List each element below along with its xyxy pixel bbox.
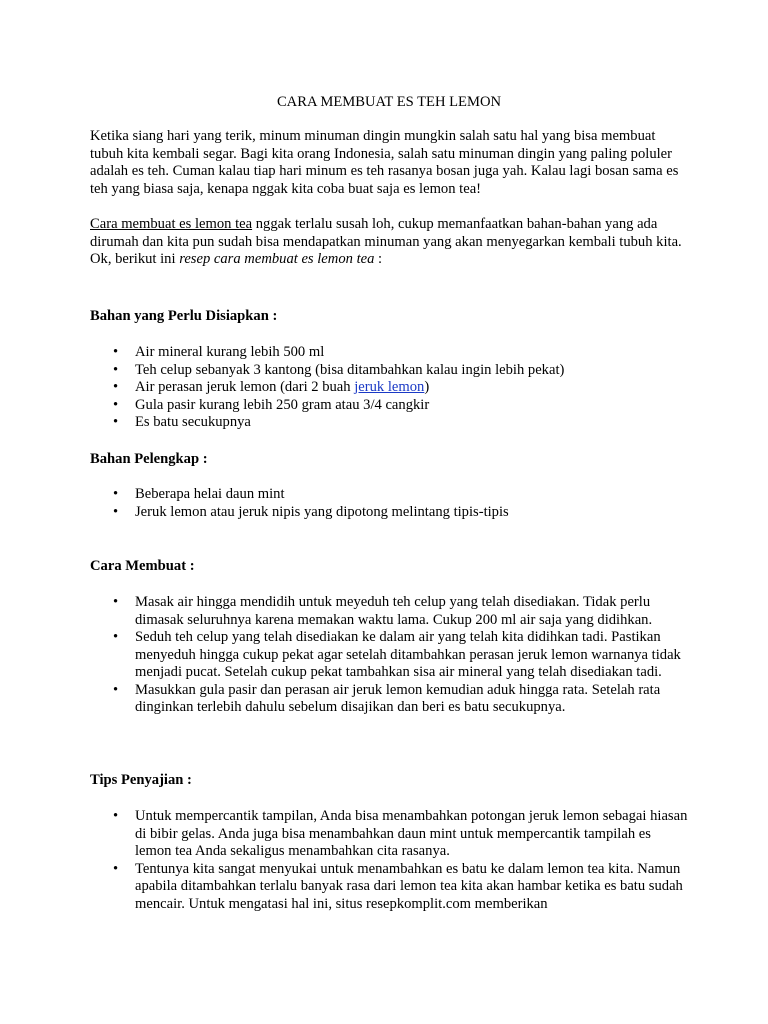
pelengkap-list [90, 486, 688, 521]
method-intro-end: : [374, 251, 383, 267]
list-item: • Beberapa helai daun mint [113, 486, 285, 502]
list-item: • Seduh teh celup yang telah disediakan ke dalam air yang telah kita didihkan tadi. Pastikan menyeduh hingga cukup pekat agar setelah ditambahkan perasan jeruk lemon warnanya tidak menjadi pucat. Setelah cukup pekat tambahkan sisa air mineral yang telah disediakan tadi. [113, 629, 681, 680]
intro-paragraph: Ketika siang hari yang terik, minum minuman dingin mungkin salah satu hal yang bisa membuat tubuh kita kembali segar. Bagi kita orang Indonesia, salah satu minuman dingin yang paling poluler adalah es teh. Cuman kalau tiap hari minum es teh rasanya bosan juga yah. Kalau lagi bosan sama es teh yang biasa saja, kenapa nggak kita coba buat saja es lemon tea! [90, 128, 679, 197]
list-item: • Masak air hingga mendidih untuk meyeduh teh celup yang telah disediakan. Tidak perlu dimasak seluruhnya karena memakan waktu lama. Cukup 200 ml air saja yang didihkan. [113, 594, 653, 628]
list-item: • Masukkan gula pasir dan perasan air jeruk lemon kemudian aduk hingga rata. Setelah rata dinginkan terlebih dahulu sebelum disajikan dan beri es batu secukupnya. [113, 681, 661, 715]
bahan-list [90, 344, 688, 432]
tips-list [90, 808, 688, 913]
method-intro-text: nggak terlalu susah loh, cukup memanfaatkan bahan-bahan yang ada dirumah dan kita pun sudah bisa mendapatkan minuman yang akan menyegarkan kembali tubuh kita. Ok, berikut ini [90, 216, 682, 267]
cara-list [90, 594, 688, 717]
list-item: • Gula pasir kurang lebih 250 gram atau 3/4 cangkir [113, 396, 430, 413]
bahan-heading: Bahan yang Perlu Disiapkan : [90, 308, 278, 324]
recipe-italic-text: resep cara membuat es lemon tea [179, 251, 375, 267]
list-item: • Teh celup sebanyak 3 kantong (bisa ditambahkan kalau ingin lebih pekat) [113, 361, 565, 378]
list-item: • Es batu secukupnya [113, 414, 251, 430]
bullet-icon: • [113, 808, 119, 824]
bullet-icon: • [113, 379, 119, 395]
bullet-icon: • [113, 396, 119, 413]
list-item-lemon: • Air perasan jeruk lemon (dari 2 buah jeruk lemon) [113, 379, 430, 395]
list-item: • Tentunya kita sangat menyukai untuk menambahkan es batu ke dalam lemon tea kita. Namun apabila ditambahkan terlalu banyak rasa dari lemon tea kita akan hambar ketika es batu sudah mencair. Untuk mengatasi hal ini, situs resepkomplit.com memberikan [113, 860, 683, 912]
cara-heading: Cara Membuat : [90, 558, 195, 574]
list-item: • Jeruk lemon atau jeruk nipis yang dipotong melintang tipis-tipis [113, 503, 509, 520]
bullet-icon: • [113, 344, 119, 360]
bullet-icon: • [113, 503, 119, 520]
bullet-icon: • [113, 414, 119, 430]
pelengkap-heading: Bahan Pelengkap : [90, 451, 208, 467]
bullet-icon: • [113, 486, 119, 502]
document-title: CARA MEMBUAT ES TEH LEMON [276, 94, 502, 110]
jeruk-lemon-link[interactable]: jeruk lemon [354, 379, 425, 395]
method-intro-paragraph [90, 216, 688, 269]
tips-heading: Tips Penyajian : [90, 772, 192, 788]
bullet-icon: • [113, 594, 119, 610]
bullet-icon: • [113, 681, 119, 698]
bullet-icon: • [113, 361, 119, 378]
list-item: • Untuk mempercantik tampilan, Anda bisa menambahkan potongan jeruk lemon sebagai hiasan di bibir gelas. Anda juga bisa menambahkan daun mint untuk mempercantik tampilah es lemon tea Anda sekaligus menambahkan cita rasanya. [113, 808, 688, 859]
bullet-icon: • [113, 860, 119, 877]
method-underlined-text: Cara membuat es lemon tea [90, 216, 253, 232]
bullet-icon: • [113, 629, 119, 645]
list-item: • Air mineral kurang lebih 500 ml [113, 344, 325, 360]
